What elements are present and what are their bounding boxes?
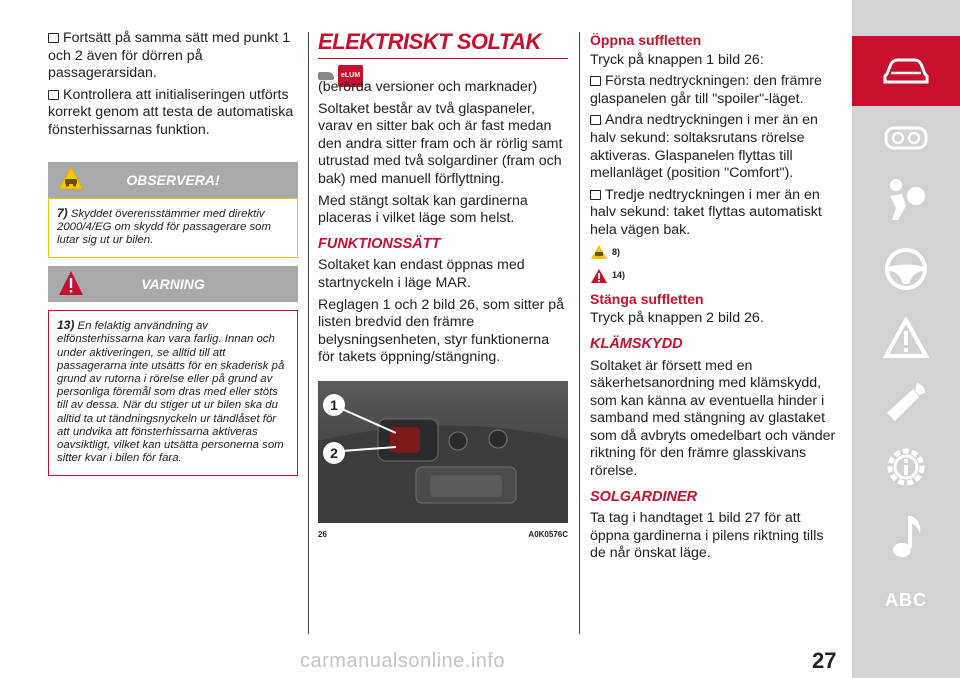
tab-maintenance[interactable] <box>852 374 960 430</box>
index-label: ABC <box>885 589 927 610</box>
tab-safety[interactable] <box>852 172 960 228</box>
paragraph: Tryck på knappen 2 bild 26. <box>590 310 764 327</box>
section-heading: ELEKTRISKT SOLTAK <box>318 30 568 59</box>
figure-number: 26 <box>318 529 327 539</box>
varning-body <box>48 310 298 476</box>
subheading: FUNKTIONSSÄTT <box>318 235 441 252</box>
airbag-person-icon <box>884 176 928 224</box>
page-number: 27 <box>812 648 837 673</box>
chapter-sidebar <box>852 0 960 678</box>
varning-box <box>48 266 298 476</box>
sunroof-control-photo <box>318 381 568 523</box>
photo-illustration <box>318 381 568 523</box>
subheading: SOLGARDINER <box>590 488 698 505</box>
note-number: 13) <box>57 318 75 333</box>
note-ref: 8) <box>612 246 621 257</box>
column-left <box>48 30 298 476</box>
checkbox-bullet-icon <box>48 90 59 100</box>
figure-code: A0K0576C <box>528 529 568 539</box>
watermark: carmanualsonline.info <box>300 650 506 672</box>
gear-info-icon <box>882 443 930 491</box>
paragraph: Soltaket består av två glaspaneler, varav en sitter bak och är fast medan den andra sitter fram och är rörlig samt utrustad med två solgardiner (fram och bak) med manuell förflyttning. <box>318 100 563 187</box>
warning-car-icon <box>590 244 608 260</box>
column-divider <box>579 32 580 634</box>
varning-title: VARNING <box>141 276 205 293</box>
bullet-text: Tredje nedtryckningen i mer än en halv sekund: taket flyttas automatiskt hela vägen bak. <box>590 186 822 238</box>
checkbox-bullet-icon <box>590 115 601 125</box>
observera-header <box>48 162 298 198</box>
bullet-text: Kontrollera att initialiseringen utförts korrekt genom att testa de automatiska fönsterhissarnas funktion. <box>48 86 294 138</box>
note-number: 7) <box>57 205 68 220</box>
tab-index[interactable] <box>852 580 960 620</box>
column-divider <box>308 32 309 634</box>
observera-title: OBSERVERA! <box>126 171 220 188</box>
tab-technical-data[interactable] <box>852 438 960 496</box>
paragraph: Soltaket är försett med en säkerhetsanordning med klämskydd, som kan känna av eventuella hinder i samband med stängning av glastaket som då avbryts omedelbart och vänder riktning för den främre glasskivans rörelse. <box>590 357 836 480</box>
elum-badge-row <box>318 65 568 79</box>
checkbox-bullet-icon <box>590 76 601 86</box>
callout-1: 1 <box>330 396 338 413</box>
tab-dashboard[interactable] <box>852 118 960 158</box>
subheading: Öppna suffletten <box>590 32 702 48</box>
steering-wheel-icon <box>883 246 929 292</box>
column-right <box>590 30 840 567</box>
figure-caption <box>318 526 568 538</box>
note-ref-row <box>590 267 840 285</box>
bullet-text: Andra nedtryckningen i mer än en halv sekund: soltaksrutans rörelse aktiveras. Glaspanelen flyttas till mellanläget (position "Comfort"). <box>590 112 818 182</box>
paragraph: Tryck på knappen 1 bild 26: <box>590 51 764 68</box>
note-ref: 14) <box>612 270 626 281</box>
observera-box <box>48 162 298 259</box>
varning-text: En felaktig användning av elfönsterhissarna kan vara farlig. Innan och under aktiveringen, se alltid till att passagerarna inte utsätts för en skaderisk på grund av rutorna i rörelse eller på grund av personliga föremål som dras med eller stöts till av dessa. När du stiger ut ur bilen ska du alltid ta ut tändningsnyckeln ur tändlåset för att undvika att fönsterhissarna aktiveras oavsiktligt, vilket kan utsätta personerna som sitter kvar i bilen för fara. <box>57 320 285 465</box>
bullet-paragraph <box>48 30 298 83</box>
callout-2: 2 <box>330 444 338 461</box>
warning-triangle-icon <box>58 270 84 296</box>
bullet-paragraph <box>590 73 840 108</box>
checkbox-bullet-icon <box>590 190 601 200</box>
tab-emergency[interactable] <box>852 310 960 366</box>
music-note-icon <box>886 512 926 560</box>
paragraph: Reglagen 1 och 2 bild 26, som sitter på listen bredvid den främre belysningsenheten, styr funktionerna för takets öppning/stängning. <box>318 296 565 366</box>
tab-car[interactable] <box>852 36 960 106</box>
observera-text: Skyddet överensstämmer med direktiv 2000/4/EG om skydd för passagerare som lutar sig ut ur bilen. <box>57 207 271 246</box>
checkbox-bullet-icon <box>48 33 59 43</box>
elum-badge: eLUM <box>338 65 363 87</box>
wrench-icon <box>883 379 929 425</box>
bullet-paragraph <box>590 112 840 182</box>
bullet-text: Fortsätt på samma sätt med punkt 1 och 2 även för dörren på passagerarsidan. <box>48 30 291 82</box>
varning-header <box>48 266 298 302</box>
subheading: KLÄMSKYDD <box>590 335 683 352</box>
warning-car-icon <box>58 166 84 190</box>
column-middle <box>318 30 568 538</box>
paragraph: Med stängt soltak kan gardinerna placeras i vilket läge som helst. <box>318 192 528 227</box>
tab-driving[interactable] <box>852 240 960 298</box>
subheading: Stänga suffletten <box>590 290 704 307</box>
dashboard-icon <box>884 125 928 151</box>
bullet-text: Första nedtryckningen: den främre glaspanelen går till "spoiler"-läget. <box>590 73 822 107</box>
bullet-paragraph <box>48 87 298 140</box>
note-ref-row <box>590 244 840 262</box>
warning-triangle-icon <box>590 268 608 284</box>
tab-multimedia[interactable] <box>852 508 960 564</box>
paragraph: (berörda versioner och marknader) <box>318 79 538 95</box>
paragraph: Ta tag i handtaget 1 bild 27 för att öppna gardinerna i pilens riktning tills de når önskat läge. <box>590 510 824 562</box>
car-icon <box>881 56 931 86</box>
warning-triangle-icon <box>883 317 929 359</box>
observera-body <box>48 198 298 259</box>
bullet-paragraph <box>590 187 840 240</box>
paragraph: Soltaket kan endast öppnas med startnyckeln i läge MAR. <box>318 257 525 291</box>
